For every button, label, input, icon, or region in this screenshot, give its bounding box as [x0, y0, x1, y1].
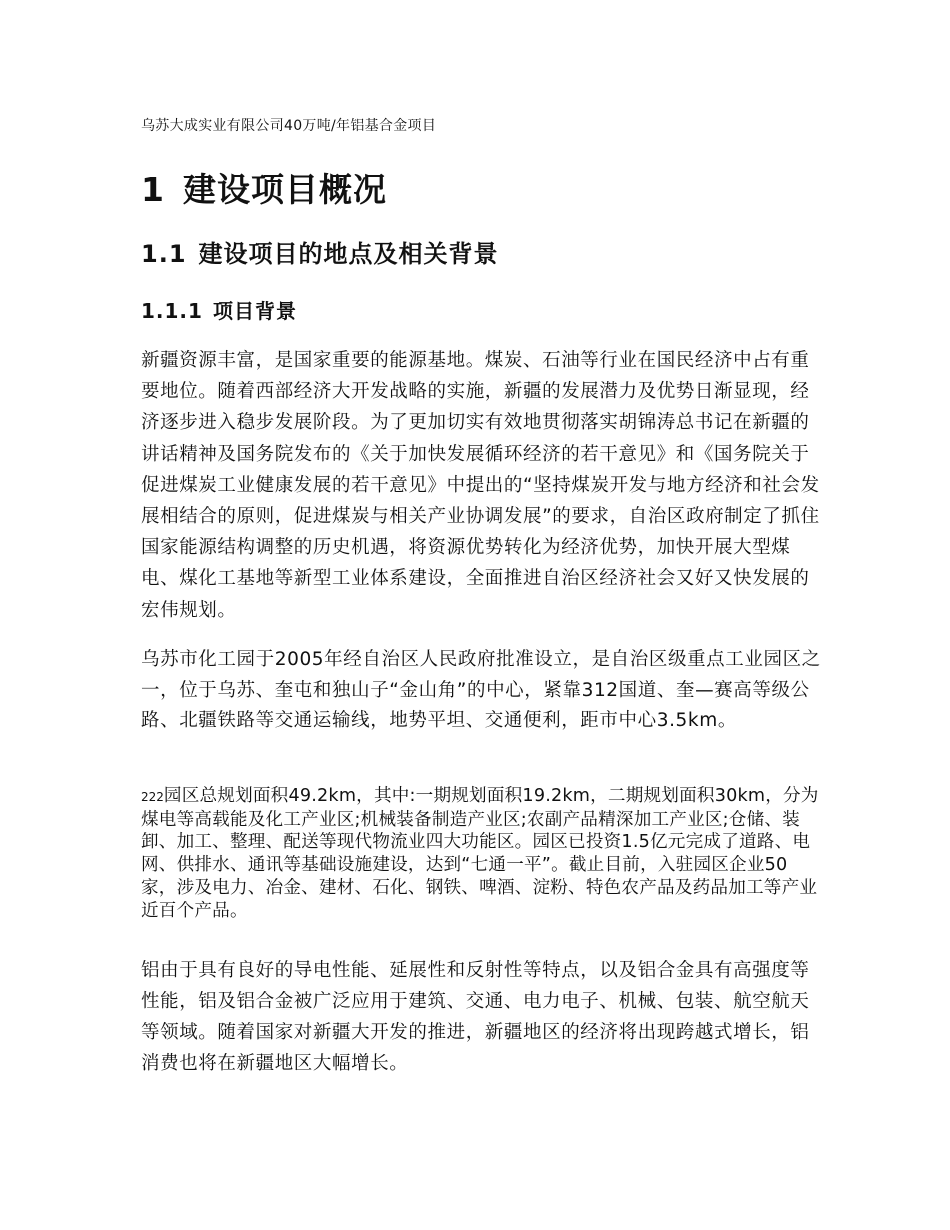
section-title: 项目背景	[212, 299, 297, 323]
superscript-digits: 222	[141, 790, 164, 804]
paragraph-background: 新疆资源丰富，是国家重要的能源基地。煤炭、石油等行业在国民经济中占有重要地位。随着西部经济大开发战略的实施，新疆的发展潜力及优势日渐显现，经济逐步进入稳步发展阶段。为了更加切实有效地贯彻落实胡锦涛总书记在新疆的讲话精神及国务院发布的《关于加快发展循环经济的若干意见》和《国务院关于促进煤炭工业健康发展的若干意见》中提出的“坚持煤炭开发与地方经济和社会发展相结合的原则，促进煤炭与相关产业协调发展”的要求，自治区政府制定了抓住国家能源结构调整的历史机遇，将资源优势转化为经济优势，加快开展大型煤电、煤化工基地等新型工业体系建设，全面推进自治区经济社会又好又快发展的宏伟规划。	[141, 350, 820, 621]
section-title: 建设项目概况	[182, 170, 387, 209]
section-title: 建设项目的地点及相关背景	[198, 240, 499, 268]
paragraph-aluminum: 铝由于具有良好的导电性能、延展性和反射性等特点，以及铝合金具有高强度等性能，铝及铝合金被广泛应用于建筑、交通、电力电子、机械、包装、航空航天等领域。随着国家对新疆大开发的推进，新疆地区的经济将出现跨越式增长，铝消费也将在新疆地区大幅增长。	[141, 960, 810, 1074]
paragraph-park-planning	[141, 785, 821, 922]
section-heading-1	[141, 168, 387, 212]
paragraph-text: 园区总规划面积49.2km，其中:一期规划面积19.2km，二期规划面积30km，分为煤电等高载能及化工产业区;机械装备制造产业区;农副产品精深加工产业区;仓储、装卸、加工、整理、配送等现代物流业四大功能区。园区已投资1.5亿元完成了道路、电网、供排水、通讯等基础设施建设，达到“七通一平”。截止目前，入驻园区企业50家，涉及电力、冶金、建材、石化、钢铁、啤酒、淀粉、特色农产品及药品加工等产业近百个产品。	[141, 786, 819, 921]
paragraph-chemical-park: 乌苏市化工园于2005年经自治区人民政府批准设立，是自治区级重点工业园区之一，位于乌苏、奎屯和独山子“金山角”的中心，紧靠312国道、奎—赛高等级公路、北疆铁路等交通运输线，地势平坦、交通便利，距市中心3.5km。	[141, 649, 821, 731]
section-number: 1.1.1	[141, 299, 203, 323]
section-number: 1	[141, 170, 165, 209]
section-number: 1.1	[141, 240, 187, 268]
section-heading-1-1-1	[141, 297, 297, 325]
section-heading-1-1	[141, 238, 499, 270]
running-header: 乌苏大成实业有限公司40万吨/年铝基合金项目	[141, 118, 437, 134]
